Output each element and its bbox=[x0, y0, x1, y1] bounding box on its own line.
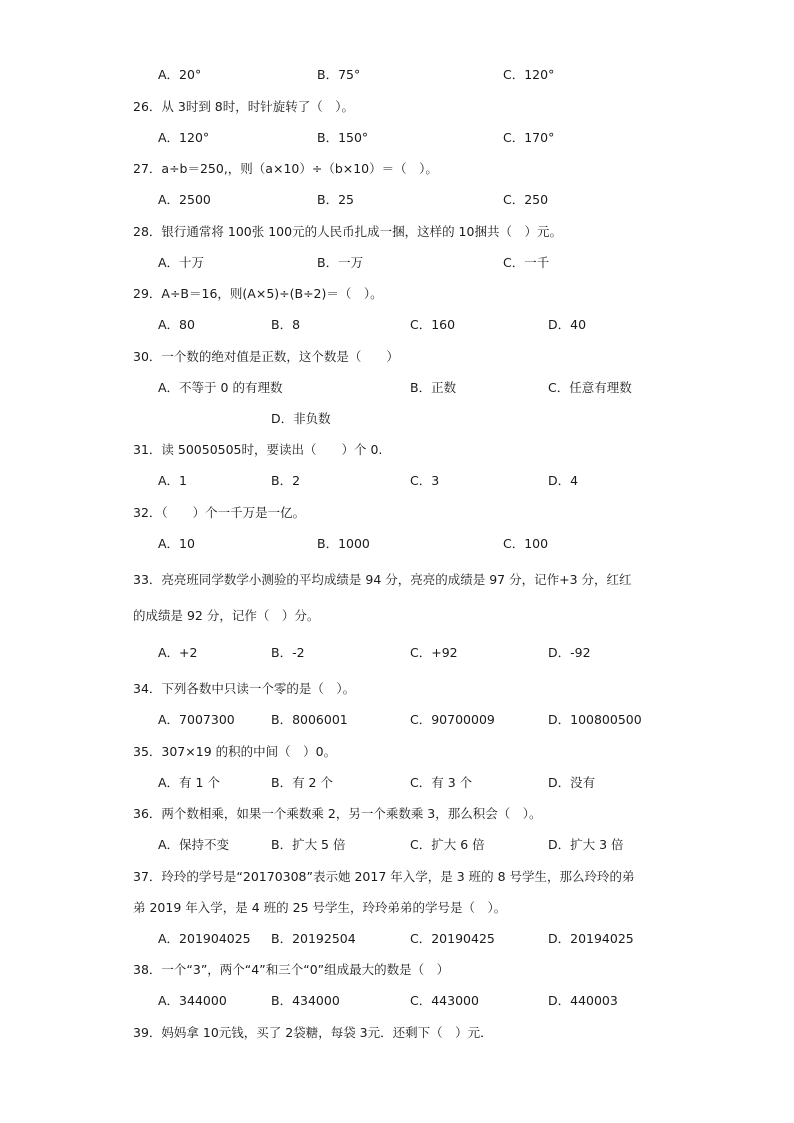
q29-option-a[interactable]: A．80 bbox=[158, 317, 195, 332]
q31-option-d[interactable]: D．4 bbox=[548, 473, 579, 488]
q26-option-c[interactable]: C．170° bbox=[503, 130, 555, 145]
q31-option-a[interactable]: A．1 bbox=[158, 473, 188, 488]
question-35: 35．307×19 的积的中间（ ）0。 bbox=[133, 744, 337, 759]
q34-option-c[interactable]: C．90700009 bbox=[410, 712, 495, 727]
q32-option-c[interactable]: C．100 bbox=[503, 536, 549, 551]
q32-option-a[interactable]: A．10 bbox=[158, 536, 195, 551]
q28-option-b[interactable]: B．一万 bbox=[317, 255, 364, 270]
q25-option-a[interactable]: A．20° bbox=[158, 67, 202, 82]
q35-option-c[interactable]: C．有 3 个 bbox=[410, 775, 473, 790]
q32-option-b[interactable]: B．1000 bbox=[317, 536, 370, 551]
q34-option-d[interactable]: D．100800500 bbox=[548, 712, 642, 727]
q36-option-b[interactable]: B．扩大 5 倍 bbox=[271, 837, 346, 852]
q35-option-a[interactable]: A．有 1 个 bbox=[158, 775, 220, 790]
q33-option-a[interactable]: A．+2 bbox=[158, 645, 198, 660]
q27-option-b[interactable]: B．25 bbox=[317, 192, 354, 207]
q37-option-a[interactable]: A．201904025 bbox=[158, 931, 251, 946]
q37-option-d[interactable]: D．20194025 bbox=[548, 931, 634, 946]
q30-option-d[interactable]: D．非负数 bbox=[271, 411, 331, 426]
question-29: 29．A÷B＝16，则(A×5)÷(B÷2)＝（ ）。 bbox=[133, 286, 383, 301]
question-26: 26．从 3时到 8时，时针旋转了（ ）。 bbox=[133, 99, 355, 114]
q28-option-a[interactable]: A．十万 bbox=[158, 255, 205, 270]
q37-option-b[interactable]: B．20192504 bbox=[271, 931, 356, 946]
q30-option-c[interactable]: C．任意有理数 bbox=[548, 380, 632, 395]
question-38: 38．一个“3”，两个“4”和三个“0”组成最大的数是（ ） bbox=[133, 962, 450, 977]
question-30: 30．一个数的绝对值是正数，这个数是（ ） bbox=[133, 349, 399, 364]
q33-option-c[interactable]: C．+92 bbox=[410, 645, 458, 660]
question-33-line-2: 的成绩是 92 分，记作（ ）分。 bbox=[133, 608, 320, 623]
question-37-line-1: 37．玲玲的学号是“20170308”表示她 2017 年入学，是 3 班的 8 号学生，那么玲玲的弟 bbox=[133, 869, 635, 884]
q38-option-c[interactable]: C．443000 bbox=[410, 993, 479, 1008]
question-37-line-2: 弟 2019 年入学，是 4 班的 25 号学生，玲玲弟弟的学号是（ ）。 bbox=[133, 900, 507, 915]
q26-option-a[interactable]: A．120° bbox=[158, 130, 210, 145]
question-34: 34．下列各数中只读一个零的是（ ）。 bbox=[133, 681, 356, 696]
q30-option-a[interactable]: A．不等于 0 的有理数 bbox=[158, 380, 283, 395]
q38-option-b[interactable]: B．434000 bbox=[271, 993, 340, 1008]
question-33-line-1: 33．亮亮班同学数学小测验的平均成绩是 94 分，亮亮的成绩是 97 分，记作+3 分，红红 bbox=[133, 572, 632, 587]
question-31: 31．读 50050505时，要读出（ ）个 0. bbox=[133, 442, 383, 457]
q26-option-b[interactable]: B．150° bbox=[317, 130, 369, 145]
question-39: 39．妈妈拿 10元钱，买了 2袋糖，每袋 3元．还剩下（ ）元． bbox=[133, 1025, 493, 1040]
q38-option-d[interactable]: D．440003 bbox=[548, 993, 618, 1008]
q37-option-c[interactable]: C．20190425 bbox=[410, 931, 495, 946]
question-32: 32．（ ）个一千万是一亿。 bbox=[133, 505, 306, 520]
question-36: 36．两个数相乘，如果一个乘数乘 2，另一个乘数乘 3，那么积会（ ）。 bbox=[133, 806, 542, 821]
question-27: 27．a÷b＝250,，则（a×10）÷（b×10）＝（ ）。 bbox=[133, 161, 438, 176]
q28-option-c[interactable]: C．一千 bbox=[503, 255, 550, 270]
q31-option-b[interactable]: B．2 bbox=[271, 473, 301, 488]
q29-option-c[interactable]: C．160 bbox=[410, 317, 456, 332]
q27-option-c[interactable]: C．250 bbox=[503, 192, 549, 207]
q25-option-c[interactable]: C．120° bbox=[503, 67, 555, 82]
q35-option-d[interactable]: D．没有 bbox=[548, 775, 596, 790]
q35-option-b[interactable]: B．有 2 个 bbox=[271, 775, 333, 790]
q34-option-a[interactable]: A．7007300 bbox=[158, 712, 235, 727]
q34-option-b[interactable]: B．8006001 bbox=[271, 712, 348, 727]
q31-option-c[interactable]: C．3 bbox=[410, 473, 440, 488]
q30-option-b[interactable]: B．正数 bbox=[410, 380, 457, 395]
q27-option-a[interactable]: A．2500 bbox=[158, 192, 211, 207]
q33-option-d[interactable]: D．-92 bbox=[548, 645, 591, 660]
q29-option-b[interactable]: B．8 bbox=[271, 317, 301, 332]
q38-option-a[interactable]: A．344000 bbox=[158, 993, 227, 1008]
question-28: 28．银行通常将 100张 100元的人民币扎成一捆，这样的 10捆共（ ）元。 bbox=[133, 224, 562, 239]
q36-option-a[interactable]: A．保持不变 bbox=[158, 837, 230, 852]
q29-option-d[interactable]: D．40 bbox=[548, 317, 587, 332]
q33-option-b[interactable]: B．-2 bbox=[271, 645, 305, 660]
q36-option-d[interactable]: D．扩大 3 倍 bbox=[548, 837, 624, 852]
q25-option-b[interactable]: B．75° bbox=[317, 67, 361, 82]
q36-option-c[interactable]: C．扩大 6 倍 bbox=[410, 837, 485, 852]
